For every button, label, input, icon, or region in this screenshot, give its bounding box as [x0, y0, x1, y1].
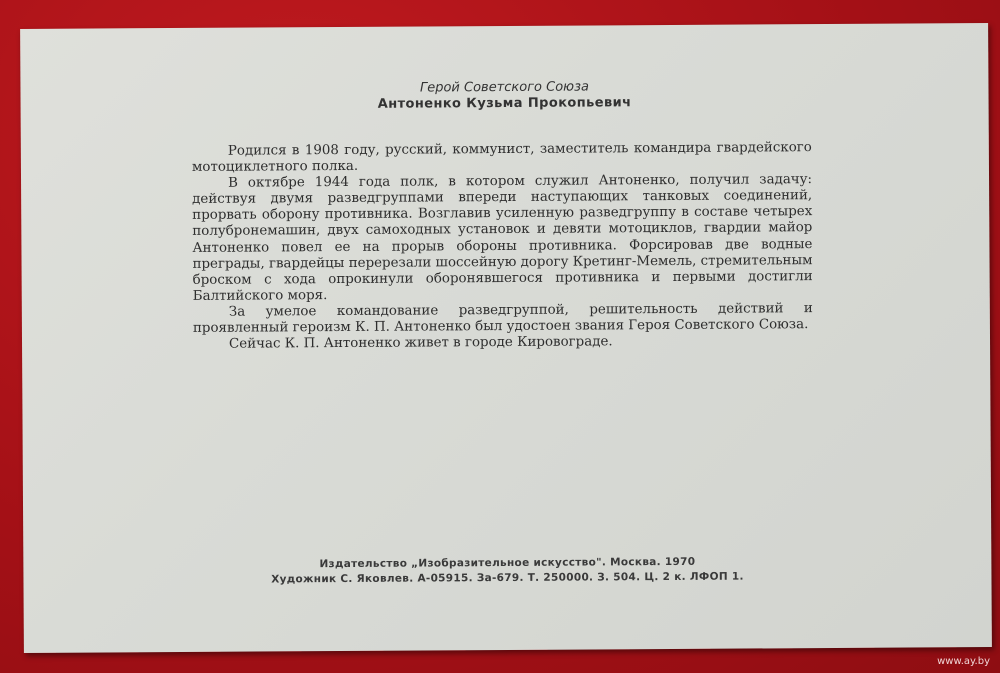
postcard-back: [20, 23, 992, 653]
biography-text: [192, 140, 813, 353]
hero-name: Антоненко Кузьма Прокопьевич: [377, 95, 632, 112]
bio-paragraph-4: Сейчас К. П. Антоненко живет в городе Кировограде.: [228, 334, 613, 352]
bio-paragraph-1: Родился в 1908 году, русский, коммунист, заместитель командира гвардейского мотоциклетного полка.: [191, 140, 812, 176]
hero-title: Герой Советского Союза: [419, 79, 590, 96]
bio-paragraph-3: За умелое командование разведгруппой, решительность действий и проявленный героизм К. П. Антоненко был удостоен звания Героя Советского Союза.: [192, 301, 813, 336]
bio-paragraph-2: В октябре 1944 года полк, в котором служил Антоненко, получил задачу: действуя двумя разведгруппами впереди наступающих танковых соединений, прорвать оборону противника. Возглавив усиленную разведгруппу в составе четырех полубронемашин, двух самоходных установок и девяти мотоциклов, гвардии майор Антоненко повел ее на прорыв обороны противника. Форсировав две водные преграды, гвардейцы перерезали шоссейную дорогу Кретинг-Мемель, стремительным броском с хода опрокинули оборонявшегося противника и первыми достигли Балтийского моря.: [192, 172, 813, 304]
watermark: www.ay.by: [937, 656, 990, 667]
artist-imprint-line: Художник С. Яковлев. А-05915. За-679. Т. 250000. З. 504. Ц. 2 к. ЛФОП 1.: [271, 570, 744, 586]
publisher-line: Издательство „Изобразительное искусство". Москва. 1970: [319, 555, 696, 571]
